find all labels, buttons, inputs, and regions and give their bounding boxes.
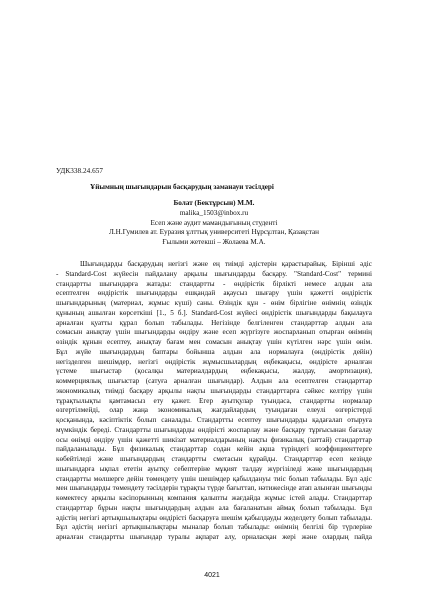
body-line: арналған стандартты шығындар туралы ақпарат алу, орналасқан жері және олардың пайда <box>56 533 372 541</box>
body-line: Бұл жүйе шығындардың баптары бойынша алдын ала нормалауға (өндірістік дейін) <box>56 347 372 356</box>
body-line: өзгертілмейді, олар жаңа экономикалық жағдайлардың туындаған елеулі өзгерістерді <box>56 406 372 415</box>
body-line: сомасын анықтау үшін шығындарды өндіру және есеп жүргізуге жоспарланып отырған өнімнің <box>56 328 372 337</box>
body-line: құнының ашылған көрсеткіші [1., 5 б.]. Standard-Cost жүйесі өндірістік шығындарды бақылауға <box>56 308 372 317</box>
body-line: үстеме шығыстар (қосалқы материалдардың еңбекақысы, жалдау, амортизация), <box>56 367 372 376</box>
article-body <box>56 260 372 543</box>
body-line: мүмкіндік береді. Стандартты шығындарды өндірісті жоспарлау және басқару тұрғысынан бағалау <box>56 425 372 434</box>
body-line: шығындарының (материал, жұмыс күші) саны. Өзіндік құн - өнім бірлігіне өнімнің өзіндік <box>56 299 372 307</box>
body-line: коммерциялық шығыстар (сатуға арналған шығындар). Алдын ала есептелген стандарттар <box>56 377 372 385</box>
body-line: әдістің негізгі артықшылықтары өндірісті басқаруға шешім қабылдауды жеделдету болып табылады. <box>56 513 372 522</box>
body-line: стандартты шығындарға жатады: стандартты - өндірістік бірлікті немесе алдын ала <box>56 279 372 288</box>
page-number: 4021 <box>204 572 220 579</box>
body-line: өзіндік құнын есептеу, анықтау бағам мен сомасын анықтау үшін күтілген нәрс үшін өнім. <box>56 338 372 346</box>
body-line: экономикалық тиімді басқару арқылы нақты шығындарды стандарттарға сәйкес келтіру үшін <box>56 386 372 395</box>
author-supervisor: Ғылыми жетекші – Жолаева М.А. <box>162 238 266 247</box>
body-line: осы өнімді өндіру үшін қажетті шикізат материалдарының нақты физикалық (заттай) стандарттар <box>56 435 372 444</box>
body-line: Бұл әдістің негізгі артықшылықтары мыналар болып табылады: өнімнің белгілі бір түрлеріне <box>56 523 372 532</box>
author-position: Есеп және аудит мамандығының студенті <box>150 218 278 227</box>
body-line: көмектесу арқылы кәсіпорынның компания қалыпты жағдайда жұмыс істей алады. Стандарттар <box>56 494 372 502</box>
body-line: стандартты мөлшерге дейін төмендету үшін шешімдер қабылдануы тиіс болып табылады. Бұл әдіс <box>56 474 372 483</box>
author-block <box>56 199 372 248</box>
body-line: қосқанында, кәсіптіктік болып саналады. Стандартты есептеу шығындарды қадағалап отыруға <box>56 416 372 424</box>
udk-code: УДК338.24.657 <box>56 167 104 175</box>
author-university: Л.Н.Гумилев ат. Еуразия ұлттық университеті Нұрсұлтан, Қазақстан <box>108 228 320 237</box>
body-line: есептелген өндірістік шығындарды ешқандай ақаусыз шығару үшін қажетті өндірістік <box>56 289 372 298</box>
author-email: malika_1503@inbox.ru <box>179 208 249 217</box>
body-line: шығындарға ықпал ететін ауытқу себептеріне мұқият талдау жүргізіледі және шығындардың <box>56 464 372 473</box>
body-line: пайдаланылады. Бұл физикалық стандарттар содан кейін ақша түріндегі коэффициенттерге <box>56 445 372 454</box>
body-line: көбейтіледі және шығындардың стандартты сметасын құрайды. Стандарттар есеп кезінде <box>56 455 372 463</box>
body-line: стандарттар бұрын нақты шығындардың алдын ала бағаланатын аймақ болып табылады. Бұл <box>56 503 372 512</box>
body-line: - Standard-Cost жүйесін пайдалану арқылы шығындарды басқару. "Standard-Cost" термині <box>56 269 372 278</box>
body-line: негізделген шешімдер, негізгі өндірістік жұмысшылардың еңбекақысы, өндірісте арналған <box>56 357 372 366</box>
body-line: тұрақтылықты қамтамасыз ету қажет. Егер ауытқулар туындаса, стандартты нормалар <box>56 396 372 405</box>
article-title: Ұйымның шығындарын басқарудың заманауи тәсілдері <box>90 183 274 191</box>
author-name: Болат (Бектұрсын) М.М. <box>173 199 255 207</box>
body-line: арналған қуатты құрал болып табылады. Негізінде белгіленген стандарттар алдын ала <box>56 318 372 327</box>
body-line: мен шығындарды төмендету тәсілдерін тұрақты түрде бағыттап, нәтижесінде атап алынған шығынды <box>56 484 372 493</box>
body-line: Шығындарды басқарудың негізгі және ең тиімді әдістерін қарастырайық. Бірінші әдіс <box>80 260 372 268</box>
